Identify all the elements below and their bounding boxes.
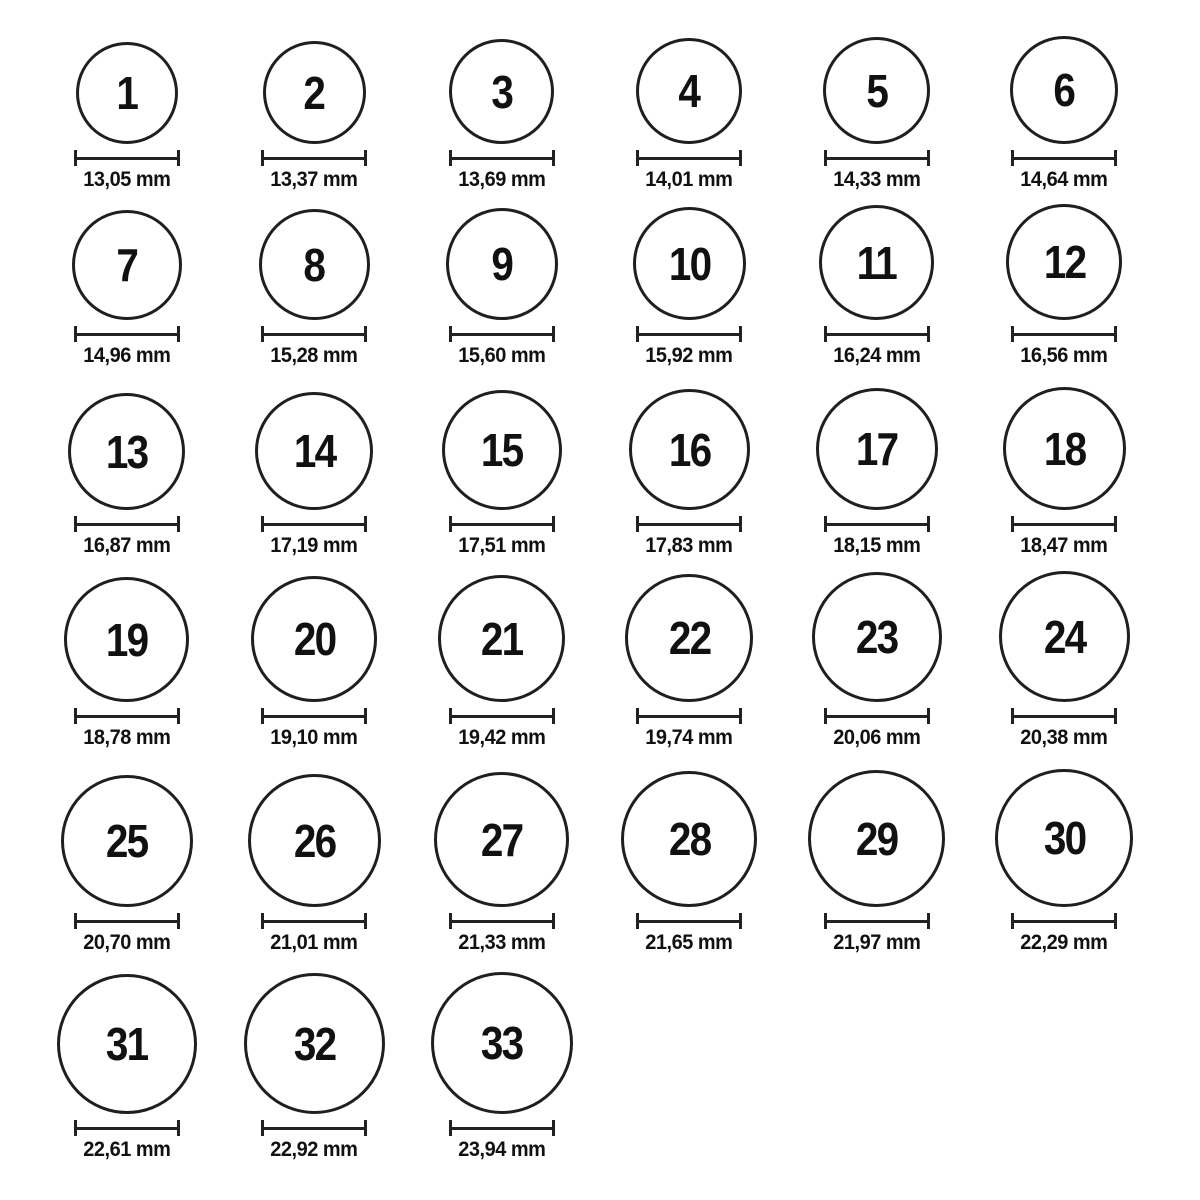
- ring-size-number: 17: [855, 423, 898, 475]
- ring-size-cell: [408, 558, 596, 750]
- diameter-label: 20,70 mm: [83, 931, 171, 954]
- ring-size-cell: [408, 192, 596, 368]
- diameter-measure-bar-icon: [261, 150, 367, 166]
- diameter-label: 21,33 mm: [458, 931, 546, 954]
- diameter-measure-bar-icon: [261, 913, 367, 929]
- ring-size-number: 11: [857, 236, 897, 289]
- ring-size-number: 31: [105, 1018, 148, 1070]
- diameter-label: 16,87 mm: [83, 534, 171, 557]
- ring-size-cell: [33, 558, 221, 750]
- ring-size-cell: [33, 4, 221, 192]
- diameter-measure-bar-icon: [74, 913, 180, 929]
- ring-size-cell: [596, 558, 784, 750]
- ring-size-number: 1: [116, 67, 138, 119]
- ring-circle: [1010, 36, 1118, 144]
- ring-circle: [819, 205, 934, 320]
- ring-circle: [61, 775, 193, 907]
- diameter-measure-bar-icon: [261, 326, 367, 342]
- diameter-label: 19,74 mm: [645, 726, 733, 749]
- ring-size-number: 32: [293, 1017, 335, 1070]
- ring-size-row: [33, 955, 1158, 1162]
- ring-circle: [255, 392, 373, 510]
- ring-circle: [72, 210, 182, 320]
- ring-circle: [57, 974, 197, 1114]
- ring-circle: [446, 208, 558, 320]
- ring-circle: [812, 572, 942, 702]
- ring-circle: [64, 577, 189, 702]
- ring-circle: [633, 207, 746, 320]
- diameter-measure-bar-icon: [449, 150, 555, 166]
- ring-size-number: 7: [116, 239, 138, 291]
- diameter-measure-bar-icon: [824, 708, 930, 724]
- diameter-measure-bar-icon: [74, 1120, 180, 1136]
- ring-circle: [442, 390, 562, 510]
- diameter-label: 22,61 mm: [83, 1138, 171, 1161]
- ring-circle: [1003, 387, 1126, 510]
- diameter-measure-bar-icon: [449, 708, 555, 724]
- ring-circle: [248, 774, 381, 907]
- ring-size-number: 28: [668, 813, 710, 865]
- ring-size-cell: [33, 750, 221, 955]
- ring-circle: [636, 38, 742, 144]
- diameter-label: 20,38 mm: [1020, 726, 1108, 749]
- diameter-label: 17,51 mm: [458, 534, 546, 557]
- diameter-measure-bar-icon: [449, 1120, 555, 1136]
- diameter-measure-bar-icon: [1011, 708, 1117, 724]
- diameter-measure-bar-icon: [74, 150, 180, 166]
- diameter-label: 22,29 mm: [1020, 931, 1108, 954]
- diameter-label: 13,05 mm: [83, 168, 171, 191]
- diameter-measure-bar-icon: [824, 516, 930, 532]
- diameter-measure-bar-icon: [636, 326, 742, 342]
- diameter-label: 19,42 mm: [458, 726, 546, 749]
- diameter-measure-bar-icon: [1011, 516, 1117, 532]
- diameter-label: 14,64 mm: [1020, 168, 1108, 191]
- diameter-label: 15,92 mm: [645, 344, 733, 367]
- ring-size-cell: [971, 368, 1159, 558]
- ring-circle: [68, 393, 185, 510]
- ring-size-number: 9: [491, 238, 513, 290]
- diameter-label: 19,10 mm: [270, 726, 358, 749]
- ring-size-cell: [221, 368, 409, 558]
- ring-size-number: 15: [480, 424, 523, 476]
- ring-size-cell: [783, 4, 971, 192]
- ring-size-number: 10: [668, 237, 710, 290]
- diameter-label: 23,94 mm: [458, 1138, 546, 1161]
- ring-circle: [251, 576, 377, 702]
- ring-size-row: [33, 192, 1158, 368]
- ring-circle: [259, 209, 370, 320]
- diameter-measure-bar-icon: [261, 516, 367, 532]
- ring-circle: [823, 37, 930, 144]
- ring-circle: [263, 41, 366, 144]
- ring-size-number: 16: [668, 423, 710, 476]
- ring-size-number: 6: [1053, 64, 1075, 116]
- ring-size-number: 26: [293, 814, 335, 867]
- ring-size-cell: [408, 750, 596, 955]
- ring-size-number: 24: [1043, 610, 1085, 663]
- diameter-label: 16,24 mm: [833, 344, 921, 367]
- ring-circle: [449, 39, 554, 144]
- ring-size-number: 20: [293, 613, 335, 665]
- ring-size-cell: [783, 558, 971, 750]
- ring-size-row: [33, 4, 1158, 192]
- ring-size-number: 22: [668, 612, 710, 664]
- ring-size-number: 4: [678, 65, 700, 117]
- ring-size-cell: [408, 955, 596, 1162]
- ring-size-number: 8: [303, 238, 325, 291]
- diameter-label: 21,01 mm: [270, 931, 358, 954]
- diameter-label: 13,37 mm: [270, 168, 358, 191]
- ring-circle: [995, 769, 1133, 907]
- diameter-label: 13,69 mm: [458, 168, 546, 191]
- ring-size-number: 13: [105, 425, 148, 478]
- ring-size-number: 19: [105, 613, 148, 666]
- ring-circle: [244, 973, 385, 1114]
- ring-size-cell: [33, 955, 221, 1162]
- diameter-label: 15,28 mm: [270, 344, 358, 367]
- ring-size-row: [33, 750, 1158, 955]
- diameter-measure-bar-icon: [74, 326, 180, 342]
- ring-size-number: 29: [855, 812, 898, 865]
- ring-size-cell: [971, 558, 1159, 750]
- diameter-measure-bar-icon: [636, 516, 742, 532]
- ring-size-cell: [408, 4, 596, 192]
- ring-circle: [76, 42, 178, 144]
- diameter-label: 14,33 mm: [833, 168, 921, 191]
- ring-size-cell: [783, 750, 971, 955]
- ring-circle: [999, 571, 1130, 702]
- ring-size-number: 3: [491, 65, 513, 118]
- diameter-measure-bar-icon: [824, 913, 930, 929]
- ring-size-cell: [408, 368, 596, 558]
- ring-size-cell: [33, 192, 221, 368]
- ring-size-cell: [596, 4, 784, 192]
- ring-circle: [438, 575, 565, 702]
- diameter-measure-bar-icon: [1011, 326, 1117, 342]
- ring-size-number: 2: [303, 66, 325, 119]
- diameter-label: 21,97 mm: [833, 931, 921, 954]
- ring-circle: [621, 771, 757, 907]
- ring-size-cell: [221, 558, 409, 750]
- ring-size-number: 25: [105, 815, 148, 867]
- diameter-label: 17,19 mm: [270, 534, 358, 557]
- ring-size-cell: [596, 750, 784, 955]
- ring-size-cell: [596, 368, 784, 558]
- diameter-measure-bar-icon: [636, 150, 742, 166]
- diameter-label: 15,60 mm: [458, 344, 546, 367]
- ring-size-cell: [971, 192, 1159, 368]
- ring-size-row: [33, 558, 1158, 750]
- ring-size-number: 23: [855, 611, 898, 663]
- diameter-measure-bar-icon: [74, 516, 180, 532]
- ring-size-number: 21: [480, 612, 523, 665]
- diameter-label: 22,92 mm: [270, 1138, 358, 1161]
- diameter-label: 18,47 mm: [1020, 534, 1108, 557]
- ring-circle: [629, 389, 750, 510]
- diameter-measure-bar-icon: [824, 326, 930, 342]
- diameter-measure-bar-icon: [636, 913, 742, 929]
- ring-circle: [808, 770, 945, 907]
- diameter-label: 21,65 mm: [645, 931, 733, 954]
- ring-size-cell: [783, 368, 971, 558]
- ring-size-number: 14: [293, 425, 335, 477]
- ring-size-cell: [596, 192, 784, 368]
- diameter-measure-bar-icon: [636, 708, 742, 724]
- ring-size-number: 30: [1043, 812, 1085, 864]
- diameter-label: 16,56 mm: [1020, 344, 1108, 367]
- diameter-label: 14,01 mm: [645, 168, 733, 191]
- diameter-label: 17,83 mm: [645, 534, 733, 557]
- diameter-measure-bar-icon: [1011, 913, 1117, 929]
- diameter-measure-bar-icon: [261, 708, 367, 724]
- diameter-label: 18,15 mm: [833, 534, 921, 557]
- ring-size-number: 33: [480, 1017, 523, 1069]
- diameter-measure-bar-icon: [74, 708, 180, 724]
- diameter-measure-bar-icon: [449, 326, 555, 342]
- ring-size-cell: [783, 192, 971, 368]
- diameter-label: 14,96 mm: [83, 344, 171, 367]
- ring-size-number: 18: [1043, 422, 1085, 475]
- ring-size-cell: [971, 750, 1159, 955]
- diameter-measure-bar-icon: [261, 1120, 367, 1136]
- ring-size-row: [33, 368, 1158, 558]
- ring-circle: [625, 574, 753, 702]
- ring-size-number: 12: [1043, 236, 1085, 288]
- ring-size-cell: [221, 750, 409, 955]
- diameter-measure-bar-icon: [449, 913, 555, 929]
- ring-size-cell: [221, 955, 409, 1162]
- ring-size-number: 5: [866, 64, 888, 117]
- ring-circle: [431, 972, 573, 1114]
- ring-circle: [1006, 204, 1122, 320]
- ring-size-cell: [221, 192, 409, 368]
- ring-size-cell: [33, 368, 221, 558]
- diameter-measure-bar-icon: [1011, 150, 1117, 166]
- ring-size-cell: [971, 4, 1159, 192]
- diameter-measure-bar-icon: [449, 516, 555, 532]
- diameter-label: 18,78 mm: [83, 726, 171, 749]
- diameter-label: 20,06 mm: [833, 726, 921, 749]
- ring-size-number: 27: [480, 813, 523, 866]
- ring-circle: [434, 772, 569, 907]
- diameter-measure-bar-icon: [824, 150, 930, 166]
- ring-size-cell: [221, 4, 409, 192]
- ring-circle: [816, 388, 938, 510]
